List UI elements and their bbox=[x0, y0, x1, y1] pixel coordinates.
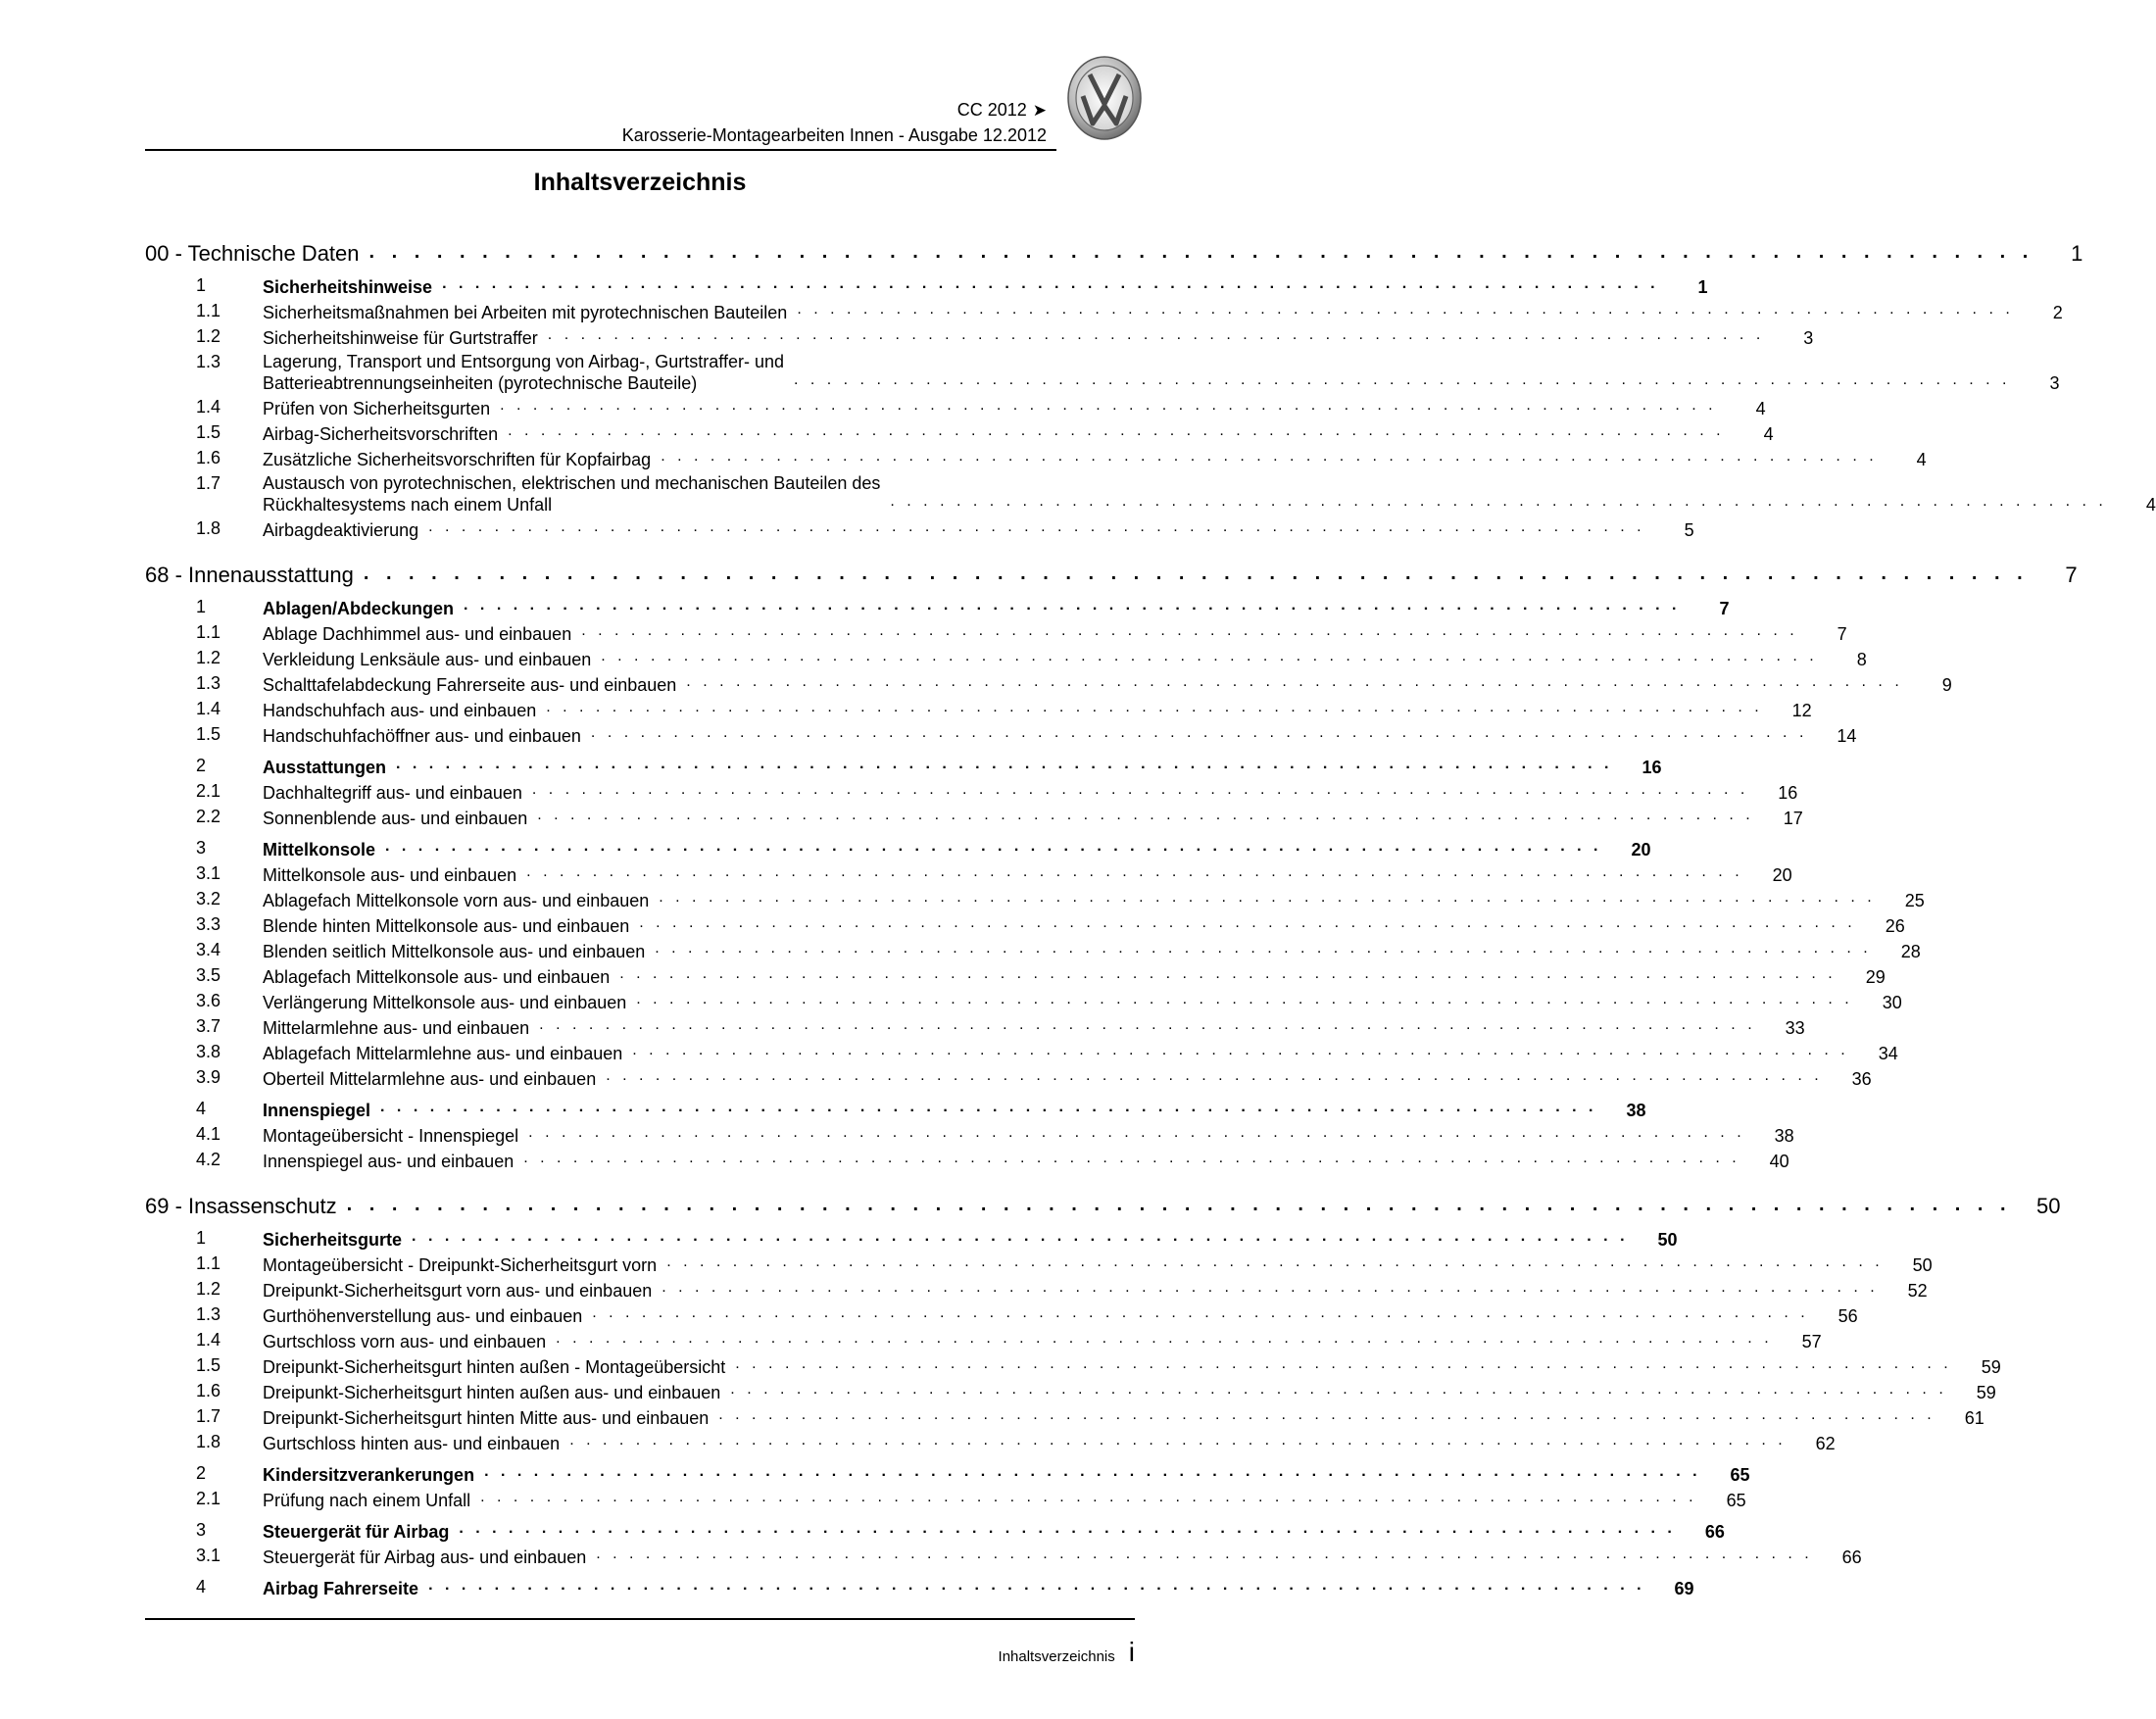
toc-entry[interactable] bbox=[145, 1429, 1836, 1454]
document-title: Karosserie-Montagearbeiten Innen - Ausgabe 12.2012 bbox=[621, 125, 1047, 145]
toc-entry[interactable] bbox=[145, 804, 1803, 829]
toc-entry[interactable] bbox=[145, 470, 2156, 516]
toc-number: 3.8 bbox=[196, 1042, 221, 1061]
toc-entry[interactable] bbox=[145, 1121, 1794, 1147]
toc-page-number: 65 bbox=[1726, 1491, 1746, 1510]
toc-entry[interactable] bbox=[145, 394, 1766, 419]
toc-leader-dots: . . . . . . . . . . . . . . . . . . . . . . . . . . . . . . . . . . . . . . . . . . . . . . . . . . . . . . . . . . . . . . . . . . . . . . . . . . bbox=[380, 1099, 1597, 1115]
toc-page-number: 4 bbox=[1755, 399, 1766, 418]
toc-number: 1 bbox=[196, 1228, 207, 1248]
toc-title-line2: Batterieabtrennungseinheiten (pyrotechnische Bauteile) bbox=[263, 373, 698, 393]
toc-title: Gurthöhenverstellung aus- und einbauen bbox=[263, 1306, 583, 1326]
toc-number: 1.2 bbox=[196, 648, 221, 667]
toc-title: Airbagdeaktivierung bbox=[263, 520, 419, 540]
toc-page-number: 7 bbox=[1719, 599, 1730, 618]
toc-title: Dreipunkt-Sicherheitsgurt hinten außen aus- und einbauen bbox=[263, 1383, 721, 1402]
toc-leader-dots: . . . . . . . . . . . . . . . . . . . . . . . . . . . . . . . . . . . . . . . . . . . . . . . . . . . . . . . . . . . . . . . . . . . . . . . . . . bbox=[531, 781, 1749, 798]
toc-title: Kindersitzverankerungen bbox=[263, 1465, 475, 1485]
toc-number: 4.2 bbox=[196, 1150, 221, 1169]
toc-title: Dreipunkt-Sicherheitsgurt vorn aus- und einbauen bbox=[263, 1281, 653, 1301]
toc-entry[interactable] bbox=[145, 445, 1927, 470]
toc-number: 1.8 bbox=[196, 1432, 221, 1451]
toc-leader-dots: . . . . . . . . . . . . . . . . . . . . . . . . . . . . . . . . . . . . . . . . . . . . . . . . . . . . . . . . . . . . . . . . . . . . . . . . . . bbox=[500, 397, 1717, 414]
toc-number: 1.8 bbox=[196, 518, 221, 538]
toc-title-line1: Austausch von pyrotechnischen, elektrischen und mechanischen Bauteilen des bbox=[263, 473, 881, 493]
arrow-icon: ➤ bbox=[1032, 101, 1047, 120]
toc-title: Handschuhfachöffner aus- und einbauen bbox=[263, 726, 581, 746]
toc-leader-dots: . . . . . . . . . . . . . . . . . . . . . . . . . . . . . . . . . . . . . . . . . . . . . . . . . . . . . . . . . . . . . . . . . . . . . . . . . . bbox=[636, 991, 1853, 1007]
toc-leader-dots: . . . . . . . . . . . . . . . . . . . . . . . . . . . . . . . . . . . . . . . . . . . . . . . . . . . . . . . . . . . . . . . . . . . . . . . . . . bbox=[686, 673, 1903, 690]
toc-leader-dots: . . . . . . . . . . . . . . . . . . . . . . . . . . . . . . . . . . . . . . . . . . . . . . . . . . . . . . . . . . . . . . . . . . . . . . . . . . bbox=[569, 1432, 1787, 1449]
toc-page-number: 33 bbox=[1785, 1018, 1805, 1038]
toc-page-number: 9 bbox=[1941, 675, 1952, 695]
toc-title: Blende hinten Mittelkonsole aus- und einbauen bbox=[263, 916, 630, 936]
toc-number: 1.7 bbox=[196, 1406, 221, 1426]
toc-number: 1 bbox=[196, 275, 207, 295]
toc-leader-dots: . . . . . . . . . . . . . . . . . . . . . . . . . . . . . . . . . . . . . . . . . . . . . . . . . . . . . . . . . . . . . . . . . . . . . . . . . . bbox=[526, 863, 1743, 880]
toc-title-line1: Lagerung, Transport und Entsorgung von Airbag-, Gurtstraffer- und bbox=[263, 352, 784, 371]
toc-number: 1.5 bbox=[196, 724, 221, 744]
toc-entry[interactable] bbox=[145, 298, 2063, 323]
toc-entry[interactable] bbox=[145, 349, 2060, 394]
toc-title: Montageübersicht - Dreipunkt-Sicherheitsgurt vorn bbox=[263, 1255, 658, 1275]
toc-title: Verkleidung Lenksäule aus- und einbauen bbox=[263, 650, 592, 669]
toc-entry[interactable] bbox=[145, 1064, 1872, 1090]
toc-title: Zusätzliche Sicherheitsvorschriften für Kopfairbag bbox=[263, 450, 652, 469]
toc-title: Steuergerät für Airbag aus- und einbauen bbox=[263, 1547, 587, 1567]
toc-number: 1.6 bbox=[196, 448, 221, 467]
toc-title: 68 - Innenausstattung bbox=[145, 563, 354, 587]
toc-title: Ablagefach Mittelarmlehne aus- und einbauen bbox=[263, 1044, 623, 1063]
toc-leader-dots: . . . . . . . . . . . . . . . . . . . . . . . . . . . . . . . . . . . . . . . . . . . . . . . . . . . . . . . . . . . . . . . . . . . . . . . . . . bbox=[556, 1330, 1773, 1347]
toc-page-number: 50 bbox=[1657, 1230, 1678, 1250]
toc-page-number: 3 bbox=[1803, 328, 1814, 348]
toc-entry[interactable] bbox=[145, 1302, 1858, 1327]
toc-leader-dots: . . . . . . . . . . . . . . . . . . . . . . . . . . . . . . . . . . . . . . . . . . . . . . . . . . . . . . . . . . . . . . . . . . . . . . . . . . bbox=[396, 756, 1613, 772]
footer-rule bbox=[145, 1618, 1135, 1620]
toc-leader-dots: . . . . . . . . . . . . . . . . . . . . . . . . . . . . . . . . . . . . . . . . . . . . . . . . . . . . . . . . . . . . . . . . . . . . . . . . . . bbox=[412, 1228, 1629, 1245]
toc-page-number: 50 bbox=[2036, 1194, 2061, 1218]
toc-leader-dots: . . . . . . . . . . . . . . . . . . . . . . . . . . . . . . . . . . . . . . . . . . . . . . . . . . . . . . . . . . . . . . . . . . . . . . . . . . bbox=[655, 940, 1872, 957]
toc-page-number: 28 bbox=[1900, 942, 1921, 961]
toc-page-number: 1 bbox=[1697, 277, 1708, 297]
toc-number: 3.1 bbox=[196, 863, 221, 883]
toc-title: Mittelkonsole aus- und einbauen bbox=[263, 865, 517, 885]
toc-page-number: 1 bbox=[2071, 241, 2083, 266]
toc-leader-dots: . . . . . . . . . . . . . . . . . . . . . . . . . . . . . . . . . . . . . . . . . . . . . . . . . . . . . . . . . . . . . . . . . . . . . . . . . . bbox=[632, 1042, 1849, 1058]
toc-entry[interactable] bbox=[145, 1403, 1984, 1429]
toc-leader-dots: . . . . . . . . . . . . . . . . . . . . . . . . . . . . . . . . . . . . . . . . . . . . . . . . . . . . . . . . . . . . . . . . . . . . . . . . . . bbox=[581, 622, 1798, 639]
toc-section[interactable] bbox=[145, 753, 1662, 778]
toc-title: Dreipunkt-Sicherheitsgurt hinten außen - Montageübersicht bbox=[263, 1357, 726, 1377]
toc-chapter[interactable] bbox=[145, 555, 2078, 588]
toc-leader-dots: . . . . . . . . . . . . . . . . . . . . . . . . . . . . . . . . . . . . . . . . . . . . . . . . . . . . . . . . . . . . . . . . . . . . . . . . . . bbox=[480, 1489, 1697, 1505]
toc-leader-dots: . . . . . . . . . . . . . . . . . . . . . . . . . . . . . . . . . . . . . . . . . . . . . . . . . . . . . . . . . . . . . . . . . . . . . . . . . . bbox=[346, 1194, 2012, 1215]
toc-section[interactable] bbox=[145, 1517, 1725, 1543]
toc-entry[interactable] bbox=[145, 778, 1798, 804]
toc-number: 3.5 bbox=[196, 965, 221, 985]
toc-title: Innenspiegel aus- und einbauen bbox=[263, 1152, 514, 1171]
toc-section[interactable] bbox=[145, 835, 1651, 860]
toc-entry[interactable] bbox=[145, 1251, 1933, 1276]
toc-page-number: 3 bbox=[2049, 373, 2060, 393]
toc-chapter[interactable] bbox=[145, 233, 2083, 267]
toc-number: 1.1 bbox=[196, 622, 221, 642]
page-footer bbox=[999, 1637, 1135, 1668]
toc-page-number: 66 bbox=[1841, 1547, 1862, 1567]
toc-leader-dots: . . . . . . . . . . . . . . . . . . . . . . . . . . . . . . . . . . . . . . . . . . . . . . . . . . . . . . . . . . . . . . . . . . . . . . . . . . bbox=[606, 1067, 1823, 1084]
toc-title: Blenden seitlich Mittelkonsole aus- und einbauen bbox=[263, 942, 646, 961]
toc-title: Ablage Dachhimmel aus- und einbauen bbox=[263, 624, 572, 644]
toc-page-number: 17 bbox=[1783, 809, 1803, 828]
toc-number: 3.4 bbox=[196, 940, 221, 959]
toc-entry[interactable] bbox=[145, 1543, 1862, 1568]
toc-leader-dots: . . . . . . . . . . . . . . . . . . . . . . . . . . . . . . . . . . . . . . . . . . . . . . . . . . . . . . . . . . . . . . . . . . . . . . . . . . bbox=[547, 326, 1765, 343]
toc-title: Airbag-Sicherheitsvorschriften bbox=[263, 424, 499, 444]
toc-entry[interactable] bbox=[145, 911, 1905, 937]
toc-page-number: 4 bbox=[1763, 424, 1774, 444]
toc-leader-dots: . . . . . . . . . . . . . . . . . . . . . . . . . . . . . . . . . . . . . . . . . . . . . . . . . . . . . . . . . . . . . . . . . . . . . . . . . . bbox=[537, 807, 1754, 823]
toc-page-number: 16 bbox=[1642, 758, 1662, 777]
toc-number: 3.2 bbox=[196, 889, 221, 909]
toc-title: Sicherheitsmaßnahmen bei Arbeiten mit pyrotechnischen Bauteilen bbox=[263, 303, 788, 322]
toc-title: Ausstattungen bbox=[263, 758, 386, 777]
toc-title: Verlängerung Mittelkonsole aus- und einbauen bbox=[263, 993, 627, 1012]
toc-title: Dachhaltegriff aus- und einbauen bbox=[263, 783, 522, 803]
toc-title: Mittelkonsole bbox=[263, 840, 376, 860]
toc-number: 3.7 bbox=[196, 1016, 221, 1036]
toc-page-number: 20 bbox=[1631, 840, 1651, 860]
toc-leader-dots: . . . . . . . . . . . . . . . . . . . . . . . . . . . . . . . . . . . . . . . . . . . . . . . . . . . . . . . . . . . . . . . . . . . . . . . . . . bbox=[797, 301, 2014, 318]
toc-page-number: 5 bbox=[1684, 520, 1694, 540]
toc-page-number: 25 bbox=[1904, 891, 1925, 910]
toc-number: 3 bbox=[196, 1520, 207, 1540]
toc-leader-dots: . . . . . . . . . . . . . . . . . . . . . . . . . . . . . . . . . . . . . . . . . . . . . . . . . . . . . . . . . . . . . . . . . . . . . . . . . . bbox=[464, 597, 1681, 614]
toc-page-number: 59 bbox=[1981, 1357, 2001, 1377]
toc-leader-dots: . . . . . . . . . . . . . . . . . . . . . . . . . . . . . . . . . . . . . . . . . . . . . . . . . . . . . . . . . . . . . . . . . . . . . . . . . . bbox=[718, 1406, 1936, 1423]
toc-chapter[interactable] bbox=[145, 1186, 2061, 1219]
toc-section[interactable] bbox=[145, 594, 1730, 619]
toc-leader-dots: . . . . . . . . . . . . . . . . . . . . . . . . . . . . . . . . . . . . . . . . . . . . . . . . . . . . . . . . . . . . . . . . . . . . . . . . . . bbox=[730, 1381, 1947, 1398]
toc-title: Oberteil Mittelarmlehne aus- und einbauen bbox=[263, 1069, 597, 1089]
toc-title bbox=[263, 470, 890, 516]
toc-title: Sonnenblende aus- und einbauen bbox=[263, 809, 528, 828]
toc-number: 1.2 bbox=[196, 326, 221, 346]
toc-page-number: 40 bbox=[1769, 1152, 1789, 1171]
toc-title: Airbag Fahrerseite bbox=[263, 1579, 419, 1598]
toc-leader-dots: . . . . . . . . . . . . . . . . . . . . . . . . . . . . . . . . . . . . . . . . . . . . . . . . . . . . . . . . . . . . . . . . . . . . . . . . . . bbox=[459, 1520, 1676, 1537]
toc-page-number: 56 bbox=[1838, 1306, 1858, 1326]
toc-page-number: 57 bbox=[1801, 1332, 1822, 1351]
toc-page-number: 38 bbox=[1626, 1101, 1646, 1120]
toc-page-number: 36 bbox=[1851, 1069, 1872, 1089]
toc-title bbox=[263, 349, 794, 394]
toc-leader-dots: . . . . . . . . . . . . . . . . . . . . . . . . . . . . . . . . . . . . . . . . . . . . . . . . . . . . . . . . . . . . . . . . . . . . . . . . . . bbox=[546, 699, 1763, 715]
toc-leader-dots: . . . . . . . . . . . . . . . . . . . . . . . . . . . . . . . . . . . . . . . . . . . . . . . . . . . . . . . . . . . . . . . . . . . . . . . . . . bbox=[601, 648, 1818, 664]
toc-page-number: 14 bbox=[1837, 726, 1857, 746]
toc-page-number: 4 bbox=[1916, 450, 1927, 469]
toc-number: 1.6 bbox=[196, 1381, 221, 1400]
toc-title: Ablagen/Abdeckungen bbox=[263, 599, 455, 618]
toc-leader-dots: . . . . . . . . . . . . . . . . . . . . . . . . . . . . . . . . . . . . . . . . . . . . . . . . . . . . . . . . . . . . . . . . . . . . . . . . . . bbox=[385, 838, 1602, 855]
toc-number: 4 bbox=[196, 1099, 207, 1118]
toc-section[interactable] bbox=[145, 1225, 1678, 1251]
toc-title: Innenspiegel bbox=[263, 1101, 371, 1120]
toc-number: 1.5 bbox=[196, 1355, 221, 1375]
toc-number: 2 bbox=[196, 756, 207, 775]
toc-section[interactable] bbox=[145, 272, 1708, 298]
toc-leader-dots: . . . . . . . . . . . . . . . . . . . . . . . . . . . . . . . . . . . . . . . . . . . . . . . . . . . . . . . . . . . . . . . . . . . . . . . . . . bbox=[428, 518, 1645, 535]
toc-entry[interactable] bbox=[145, 419, 1774, 445]
toc-leader-dots: . . . . . . . . . . . . . . . . . . . . . . . . . . . . . . . . . . . . . . . . . . . . . . . . . . . . . . . . . . . . . . . . . . . . . . . . . . bbox=[619, 965, 1837, 982]
toc-entry[interactable] bbox=[145, 670, 1952, 696]
toc-page-number: 59 bbox=[1976, 1383, 1996, 1402]
toc-entry[interactable] bbox=[145, 619, 1847, 645]
toc-page-number: 12 bbox=[1791, 701, 1812, 720]
toc-number: 2 bbox=[196, 1463, 207, 1483]
toc-page-number: 34 bbox=[1878, 1044, 1898, 1063]
toc-leader-dots: . . . . . . . . . . . . . . . . . . . . . . . . . . . . . . . . . . . . . . . . . . . . . . . . . . . . . . . . . . . . . . . . . . . . . . . . . . bbox=[368, 241, 2034, 263]
toc-entry[interactable] bbox=[145, 696, 1812, 721]
toc-leader-dots: . . . . . . . . . . . . . . . . . . . . . . . . . . . . . . . . . . . . . . . . . . . . . . . . . . . . . . . . . . . . . . . . . . . . . . . . . . bbox=[639, 914, 1856, 931]
toc-title: Mittelarmlehne aus- und einbauen bbox=[263, 1018, 530, 1038]
toc-leader-dots: . . . . . . . . . . . . . . . . . . . . . . . . . . . . . . . . . . . . . . . . . . . . . . . . . . . . . . . . . . . . . . . . . . . . . . . . . . bbox=[659, 889, 1876, 906]
toc-title: Sicherheitsgurte bbox=[263, 1230, 403, 1250]
toc-entry[interactable] bbox=[145, 645, 1867, 670]
toc-entry[interactable] bbox=[145, 1352, 2001, 1378]
toc-entry[interactable] bbox=[145, 1039, 1898, 1064]
toc-number: 3 bbox=[196, 838, 207, 858]
toc-page-number: 7 bbox=[2065, 563, 2078, 587]
footer-page-number: i bbox=[1128, 1637, 1135, 1667]
toc-title: Montageübersicht - Innenspiegel bbox=[263, 1126, 519, 1146]
toc-entry[interactable] bbox=[145, 1327, 1822, 1352]
toc-leader-dots: . . . . . . . . . . . . . . . . . . . . . . . . . . . . . . . . . . . . . . . . . . . . . . . . . . . . . . . . . . . . . . . . . . . . . . . . . . bbox=[508, 422, 1725, 439]
toc-page-number: 8 bbox=[1856, 650, 1867, 669]
model-text: CC 2012 bbox=[956, 100, 1027, 120]
toc-page-number: 29 bbox=[1865, 967, 1886, 987]
toc-title: Gurtschloss vorn aus- und einbauen bbox=[263, 1332, 547, 1351]
toc-entry[interactable] bbox=[145, 988, 1902, 1013]
toc-entry[interactable] bbox=[145, 721, 1857, 747]
toc-title: Sicherheitshinweise bbox=[263, 277, 433, 297]
toc-number: 1.2 bbox=[196, 1279, 221, 1299]
toc-number: 3.9 bbox=[196, 1067, 221, 1087]
toc-page-number: 16 bbox=[1778, 783, 1798, 803]
toc-title-line2: Rückhaltesystems nach einem Unfall bbox=[263, 495, 553, 515]
toc-title: Steuergerät für Airbag bbox=[263, 1522, 450, 1542]
model-label bbox=[957, 100, 1047, 121]
toc-title: Ablagefach Mittelkonsole aus- und einbauen bbox=[263, 967, 611, 987]
toc-title: Dreipunkt-Sicherheitsgurt hinten Mitte aus- und einbauen bbox=[263, 1408, 710, 1428]
toc-number: 1.7 bbox=[196, 473, 221, 493]
toc-number: 3.1 bbox=[196, 1546, 221, 1565]
toc-number: 1 bbox=[196, 597, 207, 616]
toc-entry[interactable] bbox=[145, 937, 1921, 962]
toc-page-number: 30 bbox=[1882, 993, 1902, 1012]
toc-leader-dots: . . . . . . . . . . . . . . . . . . . . . . . . . . . . . . . . . . . . . . . . . . . . . . . . . . . . . . . . . . . . . . . . . . . . . . . . . . bbox=[528, 1124, 1745, 1141]
toc-leader-dots: . . . . . . . . . . . . . . . . . . . . . . . . . . . . . . . . . . . . . . . . . . . . . . . . . . . . . . . . . . . . . . . . . . . . . . . . . . bbox=[793, 371, 2011, 388]
toc-section[interactable] bbox=[145, 1096, 1646, 1121]
toc-section[interactable] bbox=[145, 1574, 1694, 1599]
toc-leader-dots: . . . . . . . . . . . . . . . . . . . . . . . . . . . . . . . . . . . . . . . . . . . . . . . . . . . . . . . . . . . . . . . . . . . . . . . . . . bbox=[592, 1304, 1809, 1321]
toc-title: Sicherheitshinweise für Gurtstraffer bbox=[263, 328, 538, 348]
toc-number: 3.6 bbox=[196, 991, 221, 1010]
toc-page-number: 69 bbox=[1674, 1579, 1694, 1598]
toc-number: 1.4 bbox=[196, 397, 221, 417]
toc-number: 3.3 bbox=[196, 914, 221, 934]
toc-number: 4 bbox=[196, 1577, 207, 1596]
toc-leader-dots: . . . . . . . . . . . . . . . . . . . . . . . . . . . . . . . . . . . . . . . . . . . . . . . . . . . . . . . . . . . . . . . . . . . . . . . . . . bbox=[890, 493, 2107, 510]
toc-entry[interactable] bbox=[145, 1013, 1805, 1039]
toc-page-number: 62 bbox=[1815, 1434, 1836, 1453]
toc-number: 1.1 bbox=[196, 301, 221, 320]
toc-number: 4.1 bbox=[196, 1124, 221, 1144]
toc-leader-dots: . . . . . . . . . . . . . . . . . . . . . . . . . . . . . . . . . . . . . . . . . . . . . . . . . . . . . . . . . . . . . . . . . . . . . . . . . . bbox=[428, 1577, 1645, 1594]
toc-page-number: 20 bbox=[1772, 865, 1792, 885]
toc-leader-dots: . . . . . . . . . . . . . . . . . . . . . . . . . . . . . . . . . . . . . . . . . . . . . . . . . . . . . . . . . . . . . . . . . . . . . . . . . . bbox=[661, 448, 1878, 465]
toc-title: 00 - Technische Daten bbox=[145, 241, 360, 266]
toc-leader-dots: . . . . . . . . . . . . . . . . . . . . . . . . . . . . . . . . . . . . . . . . . . . . . . . . . . . . . . . . . . . . . . . . . . . . . . . . . . bbox=[539, 1016, 1756, 1033]
toc-leader-dots: . . . . . . . . . . . . . . . . . . . . . . . . . . . . . . . . . . . . . . . . . . . . . . . . . . . . . . . . . . . . . . . . . . . . . . . . . . bbox=[666, 1253, 1884, 1270]
toc-leader-dots: . . . . . . . . . . . . . . . . . . . . . . . . . . . . . . . . . . . . . . . . . . . . . . . . . . . . . . . . . . . . . . . . . . . . . . . . . . bbox=[484, 1463, 1701, 1480]
toc-number: 1.3 bbox=[196, 673, 221, 693]
footer-label: Inhaltsverzeichnis bbox=[998, 1648, 1115, 1665]
toc-number: 1.1 bbox=[196, 1253, 221, 1273]
toc-leader-dots: . . . . . . . . . . . . . . . . . . . . . . . . . . . . . . . . . . . . . . . . . . . . . . . . . . . . . . . . . . . . . . . . . . . . . . . . . . bbox=[363, 563, 2029, 584]
toc-number: 2.2 bbox=[196, 807, 221, 826]
toc-page-number: 65 bbox=[1730, 1465, 1750, 1485]
toc-title: Prüfung nach einem Unfall bbox=[263, 1491, 471, 1510]
toc-page-number: 52 bbox=[1907, 1281, 1928, 1301]
table-of-contents bbox=[145, 233, 2156, 1599]
toc-page-number: 66 bbox=[1704, 1522, 1725, 1542]
page-title: Inhaltsverzeichnis bbox=[533, 169, 747, 196]
toc-title: Gurtschloss hinten aus- und einbauen bbox=[263, 1434, 561, 1453]
toc-leader-dots: . . . . . . . . . . . . . . . . . . . . . . . . . . . . . . . . . . . . . . . . . . . . . . . . . . . . . . . . . . . . . . . . . . . . . . . . . . bbox=[590, 724, 1808, 741]
vw-logo-icon bbox=[1066, 55, 1143, 143]
toc-number: 1.4 bbox=[196, 1330, 221, 1350]
toc-section[interactable] bbox=[145, 1460, 1750, 1486]
toc-page-number: 4 bbox=[2145, 495, 2156, 515]
toc-title: Schalttafelabdeckung Fahrerseite aus- und einbauen bbox=[263, 675, 677, 695]
toc-entry[interactable] bbox=[145, 1276, 1928, 1302]
toc-entry[interactable] bbox=[145, 962, 1886, 988]
toc-leader-dots: . . . . . . . . . . . . . . . . . . . . . . . . . . . . . . . . . . . . . . . . . . . . . . . . . . . . . . . . . . . . . . . . . . . . . . . . . . bbox=[442, 275, 1659, 292]
toc-entry[interactable] bbox=[145, 1147, 1789, 1172]
toc-number: 1.3 bbox=[196, 352, 221, 371]
toc-title: Handschuhfach aus- und einbauen bbox=[263, 701, 537, 720]
toc-leader-dots: . . . . . . . . . . . . . . . . . . . . . . . . . . . . . . . . . . . . . . . . . . . . . . . . . . . . . . . . . . . . . . . . . . . . . . . . . . bbox=[596, 1546, 1813, 1562]
toc-number: 2.1 bbox=[196, 1489, 221, 1508]
toc-page-number: 7 bbox=[1837, 624, 1847, 644]
page-header bbox=[145, 94, 1047, 149]
toc-title: 69 - Insassenschutz bbox=[145, 1194, 337, 1218]
toc-page-number: 38 bbox=[1774, 1126, 1794, 1146]
toc-title: Prüfen von Sicherheitsgurten bbox=[263, 399, 491, 418]
toc-page-number: 2 bbox=[2052, 303, 2063, 322]
toc-entry[interactable] bbox=[145, 860, 1792, 886]
toc-entry[interactable] bbox=[145, 886, 1925, 911]
toc-number: 2.1 bbox=[196, 781, 221, 801]
toc-entry[interactable] bbox=[145, 1486, 1746, 1511]
toc-leader-dots: . . . . . . . . . . . . . . . . . . . . . . . . . . . . . . . . . . . . . . . . . . . . . . . . . . . . . . . . . . . . . . . . . . . . . . . . . . bbox=[662, 1279, 1879, 1296]
toc-leader-dots: . . . . . . . . . . . . . . . . . . . . . . . . . . . . . . . . . . . . . . . . . . . . . . . . . . . . . . . . . . . . . . . . . . . . . . . . . . bbox=[735, 1355, 1952, 1372]
toc-leader-dots: . . . . . . . . . . . . . . . . . . . . . . . . . . . . . . . . . . . . . . . . . . . . . . . . . . . . . . . . . . . . . . . . . . . . . . . . . . bbox=[523, 1150, 1740, 1166]
toc-number: 1.3 bbox=[196, 1304, 221, 1324]
toc-page-number: 50 bbox=[1912, 1255, 1933, 1275]
header-rule bbox=[145, 149, 1056, 151]
toc-number: 1.4 bbox=[196, 699, 221, 718]
toc-entry[interactable] bbox=[145, 516, 1694, 541]
toc-entry[interactable] bbox=[145, 323, 1814, 349]
toc-page-number: 61 bbox=[1964, 1408, 1984, 1428]
toc-entry[interactable] bbox=[145, 1378, 1996, 1403]
toc-page-number: 26 bbox=[1885, 916, 1905, 936]
toc-title: Ablagefach Mittelkonsole vorn aus- und einbauen bbox=[263, 891, 650, 910]
toc-number: 1.5 bbox=[196, 422, 221, 442]
